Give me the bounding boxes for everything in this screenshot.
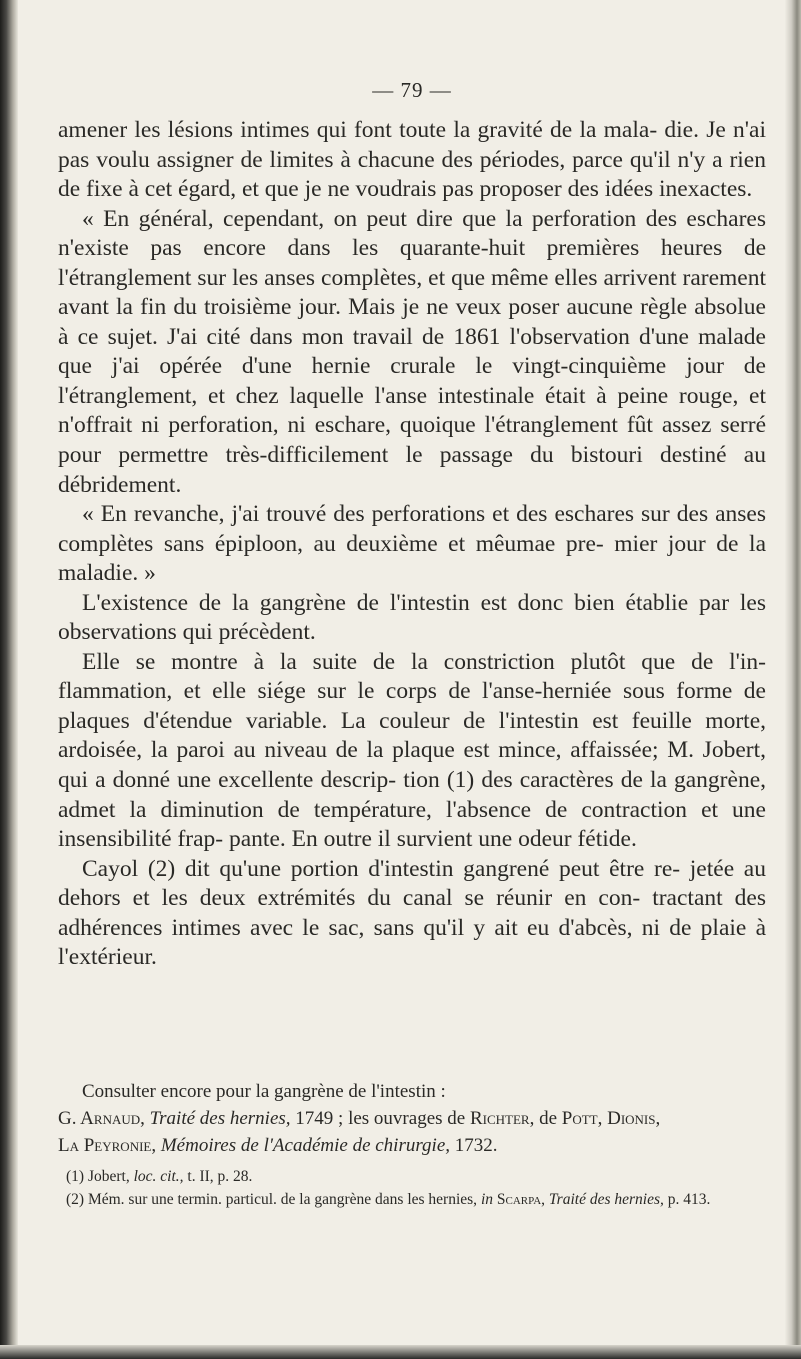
footnote-title: Traité des hernies, <box>548 1191 664 1208</box>
footnote-in: in <box>480 1191 493 1208</box>
ref-author: Dionis, <box>607 1108 661 1129</box>
page-edge-shadow <box>785 0 801 1359</box>
ref-year: 1732. <box>454 1135 498 1156</box>
bottom-edge-shadow <box>0 1345 801 1359</box>
ref-author: La Peyronie, <box>58 1135 157 1156</box>
ref-connector: de <box>539 1108 558 1129</box>
reference-arnaud <box>58 1105 766 1132</box>
paragraph: Elle se montre à la suite de la constriction plutôt que de l'in- flammation, et elle siége sur le corps de l'anse-herniée sous forme de plaques d'étendue variable. La couleur de l'intestin est feuille morte, ardoisée, la paroi au niveau de la plaque est mince, affaissée; M. Jobert, qui a donné une excellente descrip- tion (1) des caractères de la gangrène, admet la diminution de température, l'absence de contraction et une insensibilité frap- pante. En outre il survient une odeur fétide. <box>58 648 766 853</box>
footnote-loc: loc. cit., <box>133 1168 184 1185</box>
reference-peyronie <box>58 1132 766 1159</box>
page-number: — 79 — <box>372 78 452 102</box>
consult-line: Consulter encore pour la gangrène de l'intestin : <box>82 1081 446 1102</box>
footnote-page: p. 413. <box>667 1191 711 1208</box>
footnote-author: Jobert, <box>87 1168 130 1185</box>
paragraph: « En général, cependant, on peut dire que la perforation des eschares n'existe pas encore dans les quarante-huit premières heures de l'étranglement sur les anses complètes, et que même elles arrivent rarement avant la fin du troisième jour. Mais je ne veux poser aucune règle absolue à ce sujet. J'ai cité dans mon travail de 1861 l'observation d'une malade que j'ai opérée d'une hernie crurale le vingt-cinquième jour de l'étranglement, et chez laquelle l'anse intestinale était à peine rouge, et n'offrait ni perforation, ni eschare, quoique l'étranglement fût assez serré pour permettre très-difficilement le passage du bistouri destiné au débridement. <box>58 205 766 498</box>
paragraph: « En revanche, j'ai trouvé des perforations et des eschares sur des anses complètes sans épiploon, au deuxième et mêumae pre- mier jour de la maladie. » <box>58 501 766 587</box>
body-text <box>58 116 766 973</box>
footnote-text: Mém. sur une termin. particul. de la gangrène dans les hernies, <box>87 1191 478 1208</box>
footnote-1 <box>58 1165 766 1188</box>
paragraph: amener les lésions intimes qui font toute la gravité de la mala- die. Je n'ai pas voulu assigner de limites à chacune des périodes, parce qu'il n'y a rien de fixe à cet égard, et que je ne voudrais pas proposer des idées inexactes. <box>58 117 766 203</box>
footnote-2 <box>58 1188 766 1211</box>
footnote-rest: t. II, p. 28. <box>187 1168 253 1185</box>
references-block <box>58 1078 766 1211</box>
ref-title: Traité des hernies, <box>149 1108 291 1129</box>
ref-author: G. Arnaud, <box>58 1108 145 1129</box>
ref-title: Mémoires de l'Académie de chirurgie, <box>160 1135 451 1156</box>
paragraph: Cayol (2) dit qu'une portion d'intestin gangrené peut être re- jetée au dehors et les deux extrémités du canal se réunir en con- tractant des adhérences intimes avec le sac, sans qu'il y ait eu d'abcès, ni de plaie à l'extérieur. <box>58 855 766 971</box>
footnote-author: Scarpa, <box>496 1191 546 1208</box>
ref-author: Pott, <box>561 1108 603 1129</box>
ref-year: 1749 ; les ouvrages de <box>295 1108 466 1129</box>
footnote-marker: (2) <box>66 1191 85 1208</box>
paragraph: L'existence de la gangrène de l'intestin est donc bien établie par les observations qui précèdent. <box>58 589 766 646</box>
footnote-marker: (1) <box>66 1168 85 1185</box>
ref-author: Richter, <box>469 1108 535 1129</box>
book-spine-shadow <box>0 0 18 1359</box>
